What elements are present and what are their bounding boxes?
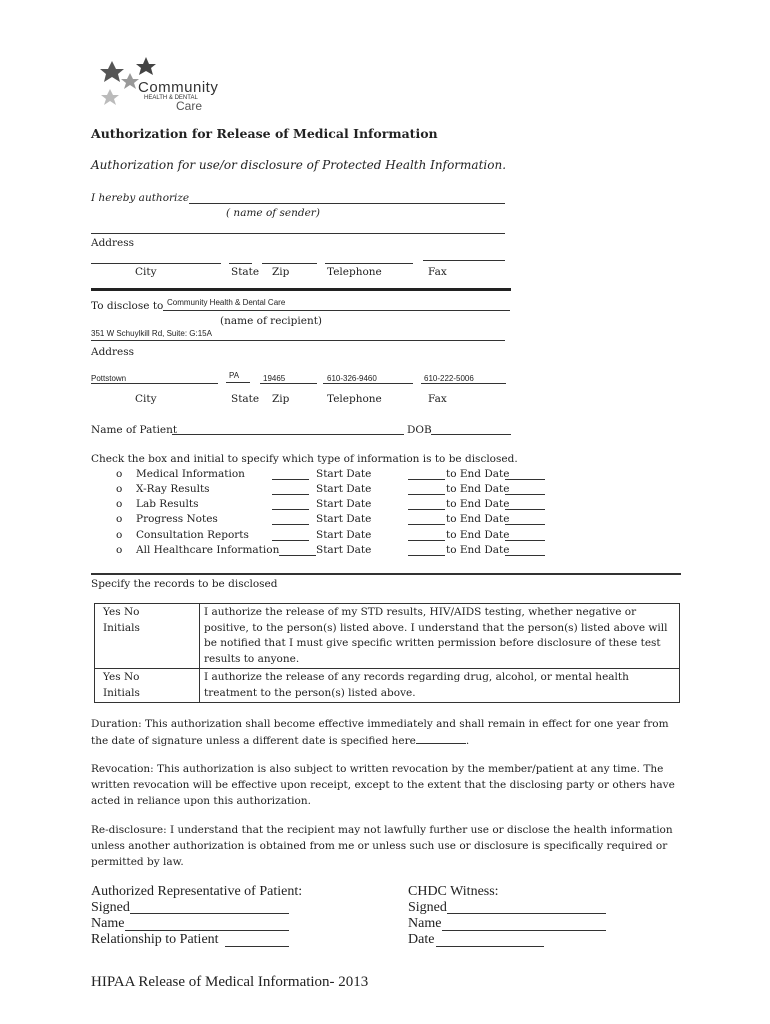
record-end-label: to End Date: [446, 529, 510, 541]
sender-zip-line[interactable]: [262, 263, 317, 264]
record-start-label: Start Date: [316, 483, 372, 495]
record-end-label: to End Date: [446, 468, 510, 480]
record-label: X-Ray Results: [136, 483, 210, 495]
right-date-label: Date: [408, 932, 435, 947]
sender-state-label: State: [231, 266, 260, 278]
left-name-label: Name: [91, 916, 125, 931]
sender-fax-line[interactable]: [423, 260, 505, 261]
initials-label: Initials: [103, 686, 140, 699]
recipient-telephone-line[interactable]: [323, 383, 413, 384]
consent-row: [95, 669, 680, 703]
page-subtitle: Authorization for use/or disclosure of Protected Health Information.: [91, 158, 507, 172]
logo-text-care: Care: [176, 99, 203, 113]
record-checkbox[interactable]: o: [116, 513, 123, 525]
record-label: Progress Notes: [136, 513, 218, 525]
sender-zip-label: Zip: [272, 266, 290, 278]
recipient-address-line[interactable]: [91, 340, 505, 341]
record-end-line[interactable]: [505, 494, 545, 495]
record-initial-line[interactable]: [279, 555, 316, 556]
record-end-label: to End Date: [446, 544, 510, 556]
record-start-label: Start Date: [316, 498, 372, 510]
sender-fax-label: Fax: [428, 266, 447, 278]
right-name-label: Name: [408, 916, 442, 931]
yes-no-options[interactable]: Yes No: [103, 606, 140, 618]
record-end-line[interactable]: [505, 509, 545, 510]
record-end-line[interactable]: [505, 540, 545, 541]
recipient-name-caption: (name of recipient): [220, 315, 323, 327]
record-end-line[interactable]: [505, 479, 545, 480]
records-divider: [91, 573, 681, 575]
sender-address-label: Address: [91, 237, 135, 249]
record-checkbox[interactable]: o: [116, 529, 123, 541]
sender-name-caption: ( name of sender): [226, 207, 320, 219]
page-title: Authorization for Release of Medical Information: [91, 126, 438, 141]
record-start-line[interactable]: [408, 524, 445, 525]
consent-choice-cell[interactable]: [95, 669, 200, 703]
logo-text-health-dental: HEALTH & DENTAL: [144, 95, 198, 101]
recipient-zip-label: Zip: [272, 393, 290, 405]
consent-row: [95, 604, 680, 669]
record-start-label: Start Date: [316, 529, 372, 541]
recipient-state-value: PA: [229, 371, 240, 380]
left-relationship-line[interactable]: [225, 946, 289, 947]
record-start-label: Start Date: [316, 468, 372, 480]
record-initial-line[interactable]: [272, 479, 309, 480]
sender-telephone-label: Telephone: [327, 266, 382, 278]
patient-name-line[interactable]: [172, 434, 404, 435]
record-start-line[interactable]: [408, 555, 445, 556]
recipient-name-value: Community Health & Dental Care: [167, 298, 286, 307]
recipient-state-line[interactable]: [226, 382, 250, 383]
redisclosure-paragraph: Re-disclosure: I understand that the recipient may not lawfully further use or disclose the health information unless another authorization is obtained from me or unless such use or disclosure is specifically required or permitted by law.: [91, 824, 673, 868]
record-initial-line[interactable]: [272, 509, 309, 510]
left-signature-heading: Authorized Representative of Patient:: [91, 884, 303, 899]
record-end-line[interactable]: [505, 555, 545, 556]
record-start-line[interactable]: [408, 540, 445, 541]
recipient-telephone-value: 610-326-9460: [327, 374, 377, 383]
record-label: Consultation Reports: [136, 529, 249, 541]
record-start-label: Start Date: [316, 513, 372, 525]
record-start-line[interactable]: [408, 494, 445, 495]
records-instruction: Check the box and initial to specify which type of information is to be disclosed.: [91, 453, 518, 465]
right-signed-label: Signed: [408, 900, 447, 915]
record-label: Medical Information: [136, 468, 245, 480]
sender-name-line[interactable]: [189, 203, 505, 204]
record-end-line[interactable]: [505, 524, 545, 525]
left-signed-line[interactable]: [130, 913, 289, 914]
left-name-line[interactable]: [125, 930, 289, 931]
logo-text-community: Community: [138, 79, 219, 96]
record-label: Lab Results: [136, 498, 199, 510]
right-signature-heading: CHDC Witness:: [408, 884, 499, 899]
record-end-label: to End Date: [446, 483, 510, 495]
authorize-label: I hereby authorize: [91, 192, 190, 204]
recipient-zip-value: 19465: [263, 374, 286, 383]
recipient-fax-label: Fax: [428, 393, 447, 405]
right-signed-line[interactable]: [447, 913, 606, 914]
sender-state-line[interactable]: [229, 263, 252, 264]
duration-end: .: [465, 735, 470, 747]
record-start-line[interactable]: [408, 479, 445, 480]
logo: [100, 55, 220, 113]
right-date-line[interactable]: [436, 946, 544, 947]
record-label: All Healthcare Information: [136, 544, 280, 556]
recipient-address-label: Address: [91, 346, 135, 358]
record-end-label: to End Date: [446, 513, 510, 525]
record-checkbox[interactable]: o: [116, 544, 123, 556]
consent-choice-cell[interactable]: [95, 604, 200, 669]
initials-label: Initials: [103, 621, 140, 634]
record-start-line[interactable]: [408, 509, 445, 510]
recipient-city-value: Pottstown: [91, 374, 127, 383]
recipient-telephone-label: Telephone: [327, 393, 382, 405]
recipient-city-line[interactable]: [91, 383, 218, 384]
record-initial-line[interactable]: [272, 540, 309, 541]
consent-table: [94, 603, 680, 703]
specify-label: Specify the records to be disclosed: [91, 578, 278, 590]
left-signed-label: Signed: [91, 900, 130, 915]
recipient-fax-value: 610-222-5006: [424, 374, 474, 383]
duration-text: Duration: This authorization shall become effective immediately and shall remain in effect for one year from the date of signature unless a different date is specified here: [91, 718, 669, 747]
section-divider: [91, 288, 511, 291]
sender-city-label: City: [135, 266, 157, 278]
duration-date-line[interactable]: [416, 732, 466, 744]
sender-city-line[interactable]: [91, 263, 221, 264]
record-end-label: to End Date: [446, 498, 510, 510]
record-checkbox[interactable]: o: [116, 483, 123, 495]
patient-dob-label: DOB: [407, 424, 432, 436]
yes-no-options[interactable]: Yes No: [103, 671, 140, 683]
page-footer: HIPAA Release of Medical Information- 2013: [91, 974, 369, 990]
record-initial-line[interactable]: [272, 524, 309, 525]
record-start-label: Start Date: [316, 544, 372, 556]
recipient-name-line[interactable]: [163, 310, 510, 311]
disclose-label: To disclose to: [91, 300, 164, 312]
patient-name-label: Name of Patient: [91, 424, 178, 436]
recipient-state-label: State: [231, 393, 260, 405]
sender-telephone-line[interactable]: [325, 263, 413, 264]
record-checkbox[interactable]: o: [116, 498, 123, 510]
recipient-street-value: 351 W Schuylkill Rd, Suite: G:15A: [91, 329, 212, 338]
right-name-line[interactable]: [442, 930, 606, 931]
revocation-paragraph: Revocation: This authorization is also subject to written revocation by the member/patient at any time. The written revocation will be effective upon receipt, except to the extent that the disclosing party or others have acted in reliance upon this authorization.: [91, 763, 675, 807]
duration-paragraph: [91, 716, 681, 749]
consent-text: I authorize the release of any records regarding drug, alcohol, or mental health treatment to the person(s) listed above.: [200, 669, 680, 703]
recipient-zip-line[interactable]: [260, 383, 317, 384]
patient-dob-line[interactable]: [431, 434, 511, 435]
sender-address-line[interactable]: [91, 233, 505, 234]
left-relationship-label: Relationship to Patient: [91, 932, 219, 947]
recipient-fax-line[interactable]: [421, 383, 506, 384]
recipient-city-label: City: [135, 393, 157, 405]
record-initial-line[interactable]: [272, 494, 309, 495]
record-checkbox[interactable]: o: [116, 468, 123, 480]
consent-text: I authorize the release of my STD results, HIV/AIDS testing, whether negative or positive, to the person(s) listed above. I understand that the person(s) listed above will be notified that I must give specific written permission before disclosure of these test results to anyone.: [200, 604, 680, 669]
